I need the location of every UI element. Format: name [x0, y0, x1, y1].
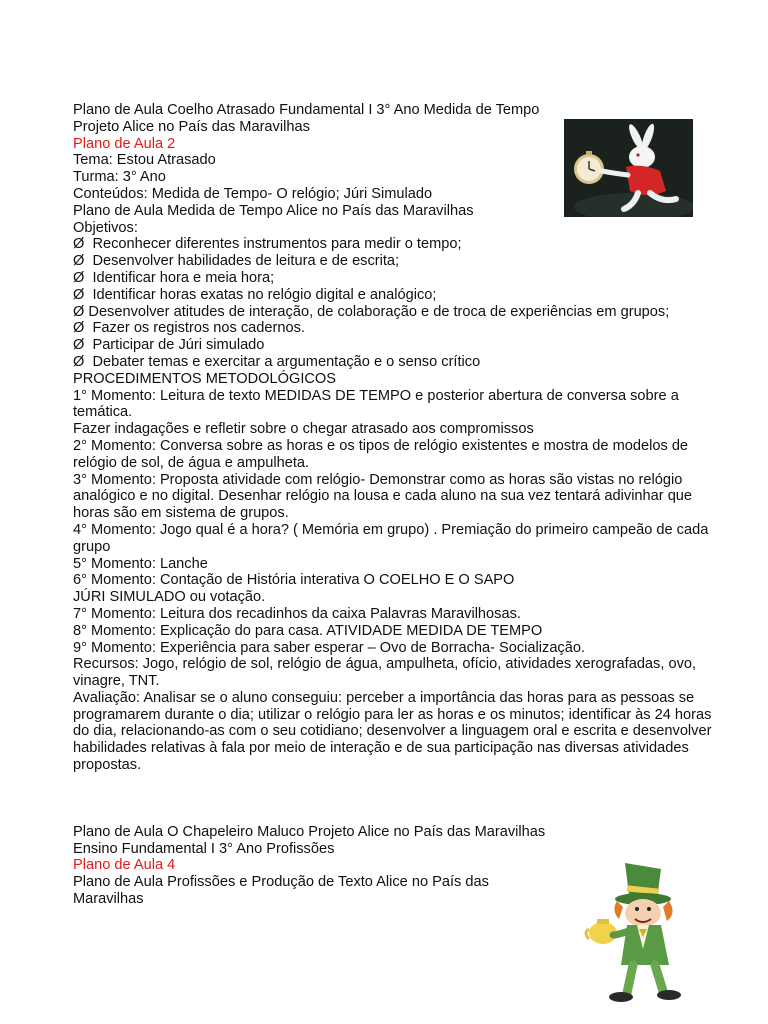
procedimento-item: 1° Momento: Leitura de texto MEDIDAS DE TEMPO e posterior abertura de conversa sobre a temática. — [73, 387, 679, 421]
procedimento-item: 4° Momento: Jogo qual é a hora? ( Memória em grupo) . Premiação do primeiro campeão de cada grupo — [73, 521, 709, 555]
lesson1-conteudos: Conteúdos: Medida de Tempo- O relógio; Júri Simulado — [73, 185, 433, 202]
objetivo-item: Ø Identificar horas exatas no relógio digital e analógico; — [73, 286, 437, 303]
mad-hatter-illustration — [583, 859, 693, 1004]
procedimentos-label: PROCEDIMENTOS METODOLÓGICOS — [73, 370, 336, 387]
lesson1-project: Projeto Alice no País das Maravilhas — [73, 118, 310, 135]
lesson1-turma: Turma: 3° Ano — [73, 169, 166, 186]
procedimento-item: JÚRI SIMULADO ou votação. — [73, 589, 266, 606]
procedimentos-list — [73, 388, 728, 657]
mad-hatter-image — [583, 859, 693, 1004]
lesson1-title: Plano de Aula Coelho Atrasado Fundamental I 3° Ano Medida de Tempo — [73, 102, 540, 118]
procedimento-item: 3° Momento: Proposta atividade com relógio- Demonstrar como as horas são vistas no relógio analógico e no digital. Desenhar relógio na lousa e cada aluno na sua vez tentará adivinhar que horas são em sistema de grupos. — [73, 471, 693, 522]
objetivo-item: Ø Desenvolver habilidades de leitura e de escrita; — [73, 253, 400, 270]
procedimento-item: 2° Momento: Conversa sobre as horas e os tipos de relógio existentes e mostra de modelos de relógio de sol, de água e ampulheta. — [73, 437, 689, 471]
white-rabbit-illustration — [564, 119, 693, 217]
procedimento-item: 7° Momento: Leitura dos recadinhos da caixa Palavras Maravilhosas. — [73, 605, 521, 622]
objetivo-item: Ø Fazer os registros nos cadernos. — [73, 320, 305, 337]
procedimento-item: 9° Momento: Experiência para saber esperar – Ovo de Borracha- Socialização. — [73, 639, 586, 656]
avaliacao: Avaliação: Analisar se o aluno conseguiu: perceber a importância das horas para as pessoas se programarem durante o dia; utilizar o relógio para ler as horas e os minutos; identificar às 24 horas do dia, relacionando-as com o seu cotidiano; desenvolver a linguagem oral e escrita e desenvolver habilidades relativas à fala por meio de interação e de sua participação nas diversas atividades propostas. — [73, 689, 712, 774]
procedimento-item: 6° Momento: Contação de História interativa O COELHO E O SAPO — [73, 572, 515, 589]
objetivo-item: Ø Desenvolver atitudes de interação, de colaboração e de troca de experiências em grupos; — [73, 303, 670, 320]
objetivos-list — [73, 236, 728, 370]
lesson1-plan-number: Plano de Aula 2 — [73, 135, 176, 152]
procedimento-item: Fazer indagações e refletir sobre o chegar atrasado aos compromissos — [73, 421, 534, 438]
recursos: Recursos: Jogo, relógio de sol, relógio de água, ampulheta, ofício, atividades xerografadas, ovo, vinagre, TNT. — [73, 656, 697, 690]
lesson2-subtitle: Plano de Aula Profissões e Produção de Texto Alice no País das Maravilhas — [73, 874, 489, 908]
document-body — [73, 102, 728, 908]
objetivo-item: Ø Reconhecer diferentes instrumentos para medir o tempo; — [73, 236, 462, 253]
objetivo-item: Ø Debater temas e exercitar a argumentação e o senso crítico — [73, 353, 481, 370]
objetivo-item: Ø Participar de Júri simulado — [73, 337, 265, 354]
lesson1-tema: Tema: Estou Atrasado — [73, 152, 216, 169]
procedimento-item: 5° Momento: Lanche — [73, 555, 208, 572]
lesson2-level: Ensino Fundamental I 3° Ano Profissões — [73, 840, 335, 857]
lesson1-subtitle: Plano de Aula Medida de Tempo Alice no País das Maravilhas — [73, 202, 474, 219]
procedimento-item: 8° Momento: Explicação do para casa. ATIVIDADE MEDIDA DE TEMPO — [73, 622, 543, 639]
white-rabbit-image — [564, 119, 693, 217]
section-spacer — [73, 774, 728, 824]
lesson2-title: Plano de Aula O Chapeleiro Maluco Projeto Alice no País das Maravilhas — [73, 823, 546, 840]
lesson2-plan-number: Plano de Aula 4 — [73, 857, 176, 874]
objetivos-label: Objetivos: — [73, 219, 138, 236]
objetivo-item: Ø Identificar hora e meia hora; — [73, 269, 275, 286]
